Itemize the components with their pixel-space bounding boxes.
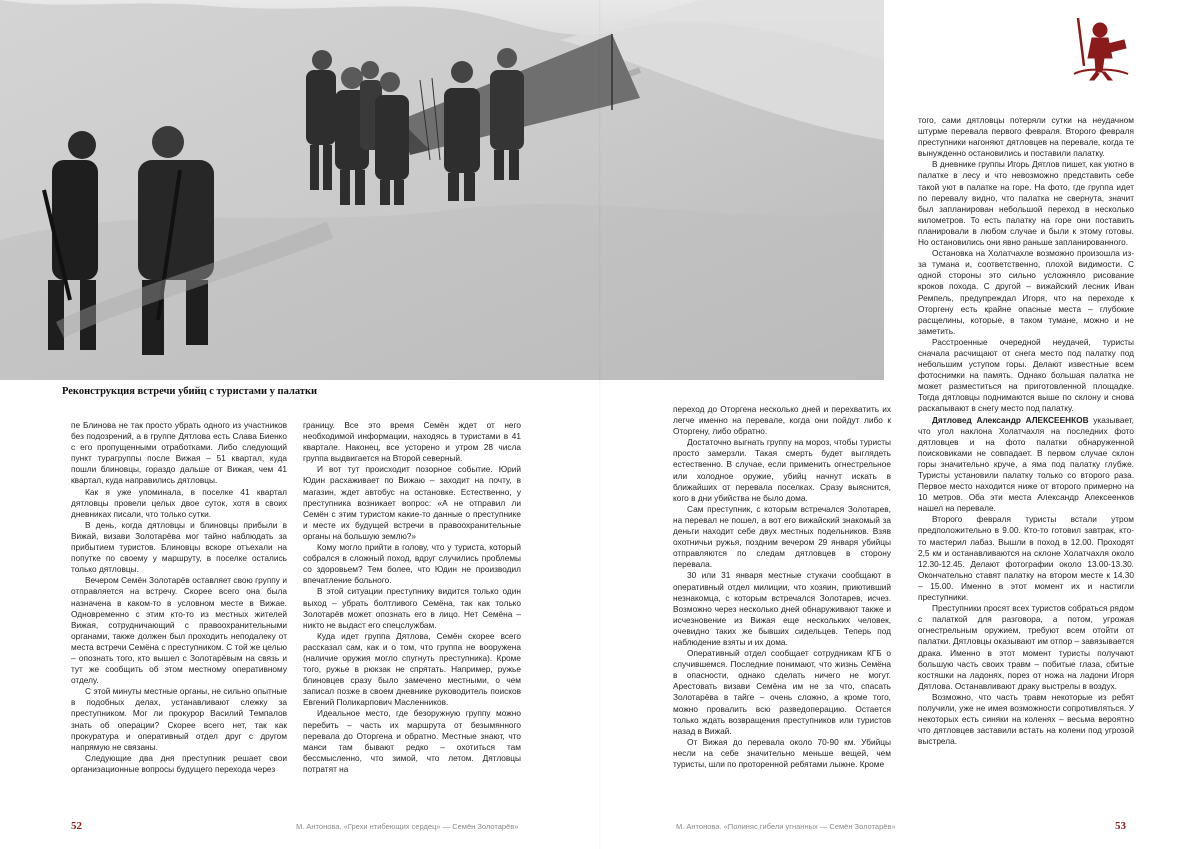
text-column-3 [673,404,891,808]
paragraph: переход до Оторгена несколько дней и перехватить их легче именно на перевале, когда они пойдут либо к Оторгену, либо обратно. [673,404,891,437]
running-head-right: М. Антонова. «Полиняс гибели угнанных — Семён Золотарёв» [676,822,896,831]
paragraph: Идеальное место, где безоружную группу можно перебить – часть их маршрута от безымянного перевала до Оторгена и обратно. Местные знают, что манси там бывают редко – охотиться там бессмысленно, что зимой, что летом. Дятловцы потратят на [303,708,521,774]
paragraph: В дневнике группы Игорь Дятлов пишет, как уютно в палатке в лесу и что невозможно представить себе такой уют в палатке на горе. На фото, где группа идет по перевалу видно, что палатка не свернута, значит был запланирован небольшой переход в несколько километров. То есть палатку на горе они поставить планировали в любом случае и были к этому готовы. Но остановились они явно раньше запланированного. [918,159,1134,248]
paragraph: Как я уже упоминала, в поселке 41 квартал дятловцы провели целых двое суток, хотя в своих дневниках писали, что только сутки. [71,486,287,519]
bold-lead-name: Дятловед Александр АЛЕКСЕЕНКОВ [932,414,1089,425]
paragraph: 30 или 31 января местные стукачи сообщают в оперативный отдел милиции, что хозяин, приютивший незнакомца, с которым встречался Золотарев, исчез. Возможно через несколько дней обнаруживают также и исчезновение из Вижая еще нескольких человек, очевидно таких же бывших сидельцев. Теперь под наблюдение взяты и их дома. [673,570,891,647]
hunter-emblem-icon [1064,14,1134,84]
paragraph: С этой минуты местные органы, не сильно опытные в подобных делах, устанавливают слежку за преступником. Мог ли прокурор Василий Темпалов знать об операции? Скорее всего нет, так как прокуратура и оперативный отдел друг с другом напрямую не связаны. [71,686,287,752]
page-number-left: 52 [71,820,82,832]
text-column-2 [303,420,521,808]
paragraph-continuation: указывает, что угол наклона Холатчахля на последних фото дятловцев и на фото палатки обнаруженной поисковиками не совпадает. В первом случае склон горы значительно круче, а яма под палатку глубже. Туристы установили палатку только со второго раза. Первое место находится ниже от второго примерно на 10 метров. Оба эти места Александр Алексеенков нашел на перевале. [918,414,1134,514]
photo-caption: Реконструкция встречи убийц с туристами у палатки [62,386,318,397]
paragraph: В день, когда дятловцы и блиновцы прибыли в Вижай, визави Золотарёва мог тайно наблюдать за прибытием туристов. Блиновцы вскоре отъехали на попутке по своему у маршруту, в поселке остались только дятловцы. [71,519,287,575]
paragraph: И вот тут происходит позорное событие. Юрий Юдин расхаживает по Вижаю – заходит на почту, в магазин, ждет автобус на остановке. Естественно, у преступника возникает вопрос: «А не отправил ли Семён с этим туристом какие-то данные о преступнике и месте их будущей встречи в правоохранительные органы на большую землю?» [303,464,521,541]
paragraph: В этой ситуации преступнику видится только один выход – убрать болтливого Семёна, так как только Золотарёв может опознать его в лицо. Нет Семёна – никто не выдаст его спецслужбам. [303,586,521,630]
paragraph: Остановка на Холатчахле возможно произошла из-за тумана и, соответственно, плохой видимости. С одной стороны это сильно усложняло рисование кроков похода. С другой – вижайский лесник Иван Ремпель, предупреждал Игоря, что на переходе к Оторгену есть крайне опасные места – глубокие расщелины, которые, в таком тумане, можно и не заметить. [918,248,1134,336]
reconstruction-photo [0,0,884,380]
paragraph: От Вижая до перевала около 70-90 км. Убийцы несли на себе значительно меньше вещей, чем туристы, шли по проторенной ребятами лыжне. Кроме [673,736,891,769]
paragraph: Кому могло прийти в голову, что у туриста, который собрался в сложный поход, вдруг случились проблемы со здоровьем? Тем более, что Юдин не производил впечатление больного. [303,542,521,586]
text-column-1 [71,420,287,808]
paragraph: того, сами дятловцы потеряли сутки на неудачном штурме перевала первого февраля. Второго февраля преступники нагоняют дятловцев на перевале, когда те вынужденно остановились и поставили палатку. [918,115,1134,159]
paragraph: Оперативный отдел сообщает сотрудникам КГБ о случившемся. Последние понимают, что жизнь Семёна в опасности, однако сделать ничего не могут. Арестовать визави Семёна им не за что, спасать Золотарёва в тайге – очень сложно, а кроме того, можно провалить всю разведоперацию. Остается только ждать возвращения преступников или туристов назад в Вижай. [673,648,891,736]
paragraph: пе Блинова не так просто убрать одного из участников без подозрений, а в группе Дятлова есть Слава Биенко с его пропущенными отработками. Либо следующий пункт турагруппы после Вижая – 51 квартал, куда пошли блиновцы, гораздо дальше от Вижая, чем 41 квартал, куда направились дятловцы. [71,420,287,486]
paragraph: границу. Все это время Семён ждет от него необходимой информации, находясь в туристами в 41 квартале. Наконец, все усторено и утром 28 числа группа выдвигается на Второй северный. [303,420,521,464]
paragraph: Расстроенные очередной неудачей, туристы сначала расчищают от снега место под палатку под небольшим уступом горы. Делают известные всем фотоснимки на память. Однако большая палатка не может разместиться на приготовленной площадке. Тогда дятловцы поднимаются выше по склону и снова раскапывают в снегу место под палатку. [918,336,1134,414]
paragraph: Достаточно выгнать группу на мороз, чтобы туристы просто замерзли. Такая смерть будет выглядеть естественно. В случае, если применить огнестрельное или холодное оружие, убийц начнут искать в ближайших от перевала поселках. Сразу выяснится, кого в дни убийства не было дома. [673,437,891,503]
spread-gutter [599,0,601,849]
paragraph: Следующие два дня преступник решает свои организационные вопросы будущего перехода через [71,752,287,774]
paragraph: Возможно, что часть травм некоторые из ребят получили, уже не имея возможности сопротивляться. У некоторых есть синяки на коленях – весьма вероятно что дятловцев заставили встать на колени под угрозой выстрела. [918,691,1134,747]
paragraph-with-bold-lead [918,415,1134,515]
running-head-left: М. Антонова. «Грехи нтибеющих сердец» — Семён Золотарёв» [296,822,519,831]
paragraph: Преступники просят всех туристов собраться рядом с палаткой для разговора, а потом, угрожая огнестрельным оружием, требуют всем отойти от палатки. Дятловцы оказывают им отпор – завязывается драка. Именно в этот момент туристы получают большую часть своих травм – побитые глаза, сбитые костяшки на ладонях, порез от ножа на ладони Игоря Дятлова. Останавливают драку выстрелы в воздух. [918,603,1134,691]
paragraph: Второго февраля туристы встали утром предположительно в 9.00. Кто-то готовил завтрак, кто-то мастерил лабаз. Вышли в поход в 12.00. Проходят 2,5 км и останавливаются на склоне Холатчахля около 12.30-12.45. Делают фотографии около 13.00-13.30. Окончательно ставят палатку на втором месте к 14.30 – 15.00. Именно в этот момент их и настигли преступники. [918,514,1134,603]
paragraph: Вечером Семён Золотарёв оставляет свою группу и отправляется на встречу. Скорее всего она была назначена в каком-то в условном месте в Вижае. Одновременно с этим кто-то из местных жителей Вижая, сотрудничающий с правоохранительными органами, также должен был проходить неподалеку от места встречи Семёна с преступником. С той же целью – опознать того, кто вышел с Золотарёвым на связь и тут же сообщить об этом местному оперативному отделу. [71,575,287,686]
page-number-right: 53 [1115,820,1126,832]
paragraph: Куда идет группа Дятлова, Семён скорее всего рассказал сам, как и о том, что группа не вооружена (наличие оружия могло спугнуть преступника). Кроме того, ружье в рюкзак не спрятать. Например, ружье блиновцев сразу было замечено местными, о чем записал позже в своем дневнике руководитель поисков Евгений Поликарпович Масленников. [303,630,521,708]
paragraph: Сам преступник, с которым встречался Золотарев, на перевал не пошел, а вот его вижайский знакомый за деньги находит себе двух местных подельников. Взяв охотничьи ружья, поздним вечером 29 января убийцы отправляются по следам дятловцев в сторону перевала. [673,503,891,570]
text-column-4 [918,115,1134,808]
